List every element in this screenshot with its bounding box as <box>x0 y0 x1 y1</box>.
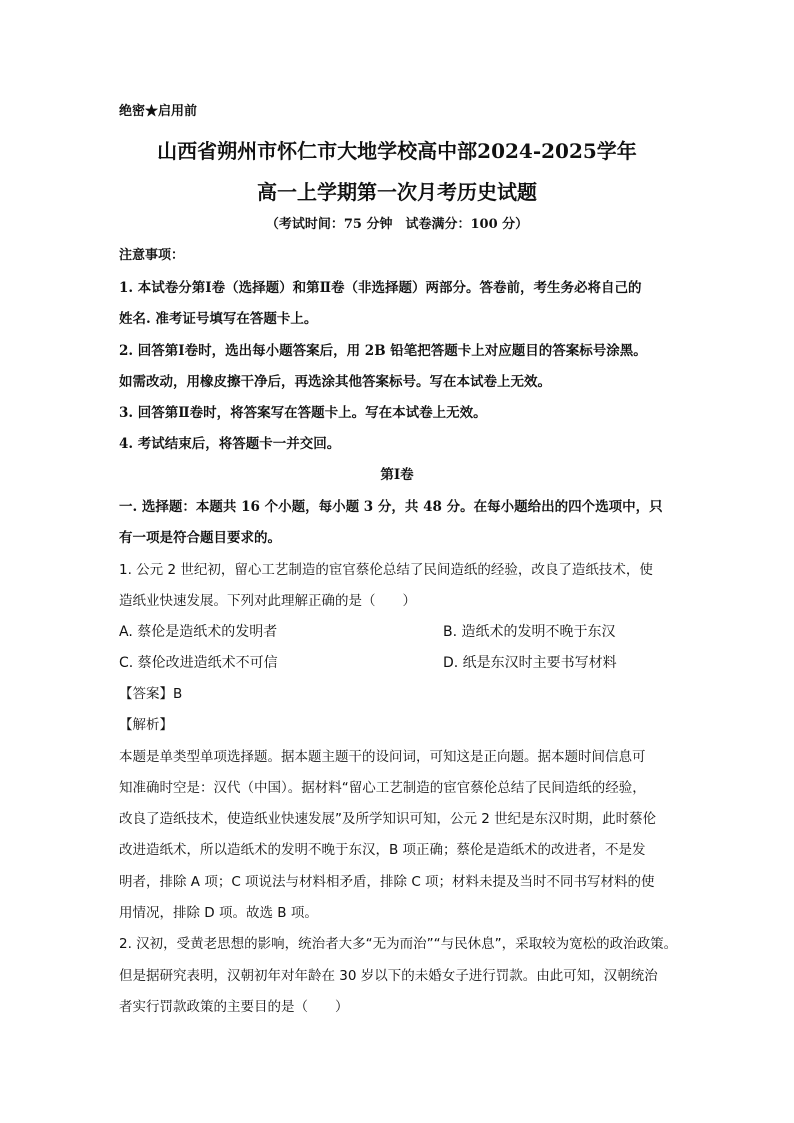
q1-analysis-line-2: 知准确时空是：汉代（中国）。据材料“留心工艺制造的宦官蔡伦总结了民间造纸的经验， <box>119 780 646 796</box>
note-line-4: 如需改动，用橡皮擦干净后，再选涂其他答案标号。写在本试卷上无效。 <box>119 374 551 390</box>
q1-stem-line-2: 造纸业快速发展。下列对此理解正确的是（ ） <box>119 593 416 609</box>
section-intro-line-2: 有一项是符合题目要求的。 <box>119 530 281 546</box>
q1-option-b: B. 造纸术的发明不晚于东汉 <box>443 624 616 640</box>
q1-analysis-line-5: 明者，排除 A 项；C 项说法与材料相矛盾，排除 C 项；材料未提及当时不同书写材料的使 <box>119 874 655 890</box>
q2-stem-line-2: 但是据研究表明，汉朝初年对年龄在 30 岁以下的未婚女子进行罚款。由此可知，汉朝统治 <box>119 968 658 984</box>
note-line-6: 4. 考试结束后，将答题卡一并交回。 <box>119 436 341 452</box>
q1-option-d: D. 纸是东汉时主要书写材料 <box>443 655 617 671</box>
confidential-label: 绝密★启用前 <box>119 104 198 119</box>
q2-stem-line-1: 2. 汉初，受黄老思想的影响，统治者大多“无为而治”“与民休息”，采取较为宽松的政治政策。 <box>119 936 678 952</box>
q1-answer: 【答案】B <box>119 686 183 702</box>
section-title: 第Ⅰ卷 <box>380 467 414 483</box>
q1-option-a: A. 蔡伦是造纸术的发明者 <box>119 624 278 640</box>
q2-stem-line-3: 者实行罚款政策的主要目的是（ ） <box>119 999 349 1015</box>
q1-analysis-line-6: 用情况，排除 D 项。故选 B 项。 <box>119 905 318 921</box>
q1-analysis-line-4: 改进造纸术，所以造纸术的发明不晚于东汉，B 项正确；蔡伦是造纸术的改进者，不是发 <box>119 842 646 858</box>
section-intro-line-1: 一. 选择题：本题共 16 个小题，每小题 3 分，共 48 分。在每小题给出的四个选项中，只 <box>119 499 663 515</box>
q1-analysis-line-1: 本题是单类型单项选择题。据本题主题干的设问词，可知这是正向题。据本题时间信息可 <box>119 749 646 765</box>
q1-option-c: C. 蔡伦改进造纸术不可信 <box>119 655 278 671</box>
q1-stem-line-1: 1. 公元 2 世纪初，留心工艺制造的宦官蔡伦总结了民间造纸的经验，改良了造纸技术，使 <box>119 562 653 578</box>
q1-analysis-label: 【解析】 <box>119 717 173 733</box>
note-line-2: 姓名. 准考证号填写在答题卡上。 <box>119 311 318 327</box>
note-line-1: 1. 本试卷分第Ⅰ卷（选择题）和第Ⅱ卷（非选择题）两部分。答卷前，考生务必将自己的 <box>119 280 642 296</box>
notes-heading: 注意事项： <box>119 248 185 263</box>
note-line-3: 2. 回答第Ⅰ卷时，选出每小题答案后，用 2B 铅笔把答题卡上对应题目的答案标号涂黑。 <box>119 343 647 359</box>
exam-title-line-1: 山西省朔州市怀仁市大地学校高中部2024-2025学年 <box>157 139 637 163</box>
note-line-5: 3. 回答第Ⅱ卷时，将答案写在答题卡上。写在本试卷上无效。 <box>119 405 487 421</box>
exam-info: （考试时间：75 分钟 试卷满分：100 分） <box>265 217 529 232</box>
exam-title-line-2: 高一上学期第一次月考历史试题 <box>257 180 537 204</box>
q1-analysis-line-3: 改良了造纸技术，使造纸业快速发展”及所学知识可知，公元 2 世纪是东汉时期，此时蔡伦 <box>119 811 657 827</box>
